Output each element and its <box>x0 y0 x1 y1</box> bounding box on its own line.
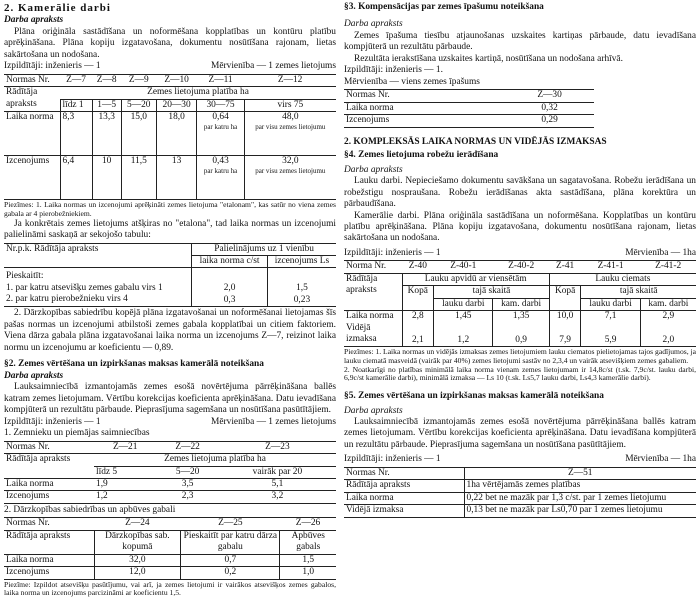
table-cell: Laika norma <box>4 554 94 566</box>
cell-text: 7,1 <box>604 311 617 322</box>
cell-text: 2,0 <box>662 334 675 345</box>
table-cell: tajā skaitā <box>434 286 550 298</box>
table-cell: Apbūves gabals <box>280 530 336 554</box>
table-cell: Z-40-2 <box>493 261 549 273</box>
table-cell: Norma Nr. <box>344 261 402 273</box>
paragraph: Rezultāta ierakstīšana uzskaites kartiņā, nosūtīšana un nodošana arhīvā. <box>354 53 623 64</box>
cell-value: 0,64 <box>212 112 229 123</box>
section-heading: §4. Zemes lietojuma robežu ierādīšana <box>344 150 499 161</box>
exec-row <box>344 454 696 465</box>
table-cell: lauku darbi <box>581 298 640 310</box>
table-cell: 32,0 <box>94 554 181 566</box>
table-cell: 6,4 <box>60 156 92 200</box>
table-cell: Izcenojums <box>4 567 94 579</box>
table-cell: Z—24 <box>94 518 181 530</box>
table-cell: Z-40 <box>402 261 434 273</box>
table-cell: 1,0 <box>280 567 336 579</box>
unit: Mērvienība — 1ha <box>625 247 696 258</box>
cell-text: 0,3 <box>223 294 236 305</box>
table-cell: Z—12 <box>244 74 336 86</box>
cell-subnote: par katru ha <box>203 122 238 131</box>
table-cell: Z—21 <box>94 441 156 453</box>
cell-value: 0,43 <box>212 156 229 167</box>
table-cell: Rādītāja apraksts <box>344 480 464 492</box>
table-cell: līdz 5 <box>94 466 156 478</box>
table-cell: Zemes lietojuma platība ha <box>94 454 336 466</box>
table-cell <box>549 311 581 347</box>
paragraph: Lauksaimniecībā izmantojamās zemes esošā novērtējuma pārrēķināšana ballēs katram zemes lietojumam. Vērtību korekcijas koeficienta aprēķināšana. Datu ievadīšana kompjūterā un rezultātu pārbaude. Pieprasījuma sagemšana un nosūtīšana pasūtītājiem. <box>4 382 336 416</box>
exec-row <box>344 248 696 259</box>
cell-text: 1. par katru atsevišķu zemes gabalu virs 1 <box>6 282 163 293</box>
table-cell: 13 <box>156 156 197 200</box>
table-cell: 1,2 <box>94 491 156 503</box>
section-title: 2. Kamerālie darbi <box>4 2 111 14</box>
cell-subnote: par visu zemes lietojumu <box>255 166 326 175</box>
table-cell: Z-41-2 <box>640 261 696 273</box>
table-cell: 2,3 <box>156 491 218 503</box>
table-cell: Z—11 <box>197 74 244 86</box>
footnote: Piezīmes: 1. Laika normas un izcenojumi aprēķināti zemes lietojuma "etalonam", kas satūr no viena zemes gabala ar 4 pierobežniekiem. <box>4 200 336 218</box>
table-cell: Lauku ciemats <box>549 273 696 285</box>
cell-text: 2,8 <box>411 311 424 322</box>
table-cell: Z—25 <box>181 518 280 530</box>
right-column <box>344 0 696 588</box>
table-cell: 0,2 <box>181 567 280 579</box>
table-cell: Izcenojums <box>344 115 505 127</box>
cell-value: 32,0 <box>282 156 299 167</box>
work-description-heading: Darba apraksts <box>4 370 64 381</box>
table-cell: Z—26 <box>280 518 336 530</box>
section-heading: §5. Zemes vērtēšana un izpirkšanas maksas kamerālā noteikšana <box>344 391 604 402</box>
table-cell: Kopā <box>402 286 434 311</box>
unit: Mērvienība — 1 zemes lietojums <box>211 61 336 72</box>
table-cell: Pieskaitīt par katru dārza gabalu <box>181 530 280 554</box>
table-cell: Z—10 <box>156 74 197 86</box>
table-cell <box>267 268 336 307</box>
cell-text: 1,2 <box>457 334 470 345</box>
table-cell: Dārzkopības sab. kopumā <box>94 530 181 554</box>
table-cell: Rādītāja apraksts <box>4 87 60 112</box>
table-cell: lauku darbi <box>434 298 493 310</box>
chapter-heading: 2. KOMPLEKSĀS LAIKA NORMAS UN VIDĒJĀS IZMAKSAS <box>344 136 607 147</box>
cell-text: Pieskaitīt: <box>6 271 44 282</box>
unit: Mērvienība — viens zemes īpašums <box>344 76 480 87</box>
table-cell <box>197 112 244 156</box>
left-column <box>4 0 336 598</box>
table-cell: tajā skaitā <box>581 286 696 298</box>
cell-text: 0,9 <box>515 334 527 345</box>
table-cell <box>4 268 192 307</box>
table-cell: Laika norma <box>344 102 505 114</box>
table-cell <box>581 311 640 347</box>
table-cell: 1—5 <box>92 99 121 111</box>
table-cell: 1,5 <box>280 554 336 566</box>
table-cell: Z—30 <box>505 90 594 102</box>
table-cell: Nr.p.k. Rādītāja apraksts <box>4 243 192 268</box>
table-cell <box>402 311 434 347</box>
table-cell: 0,7 <box>181 554 280 566</box>
unit: Mērvienība — 1ha <box>625 454 696 465</box>
table-cell: 18,0 <box>156 112 197 156</box>
footnote: 2. Noatkarīgi no platības minimālā laika norma vienam zemes lietojumam ir 14,8c/st (t.sk. 7,9c/st. lauku darbi, 6,9c/st kamerālie darbi), minimālā izmaksa — Ls 10 (t.sk. Ls5,7 lauku darbi, Ls4,3 kamerālie darbi). <box>344 364 696 383</box>
table-cell: Izcenojums <box>4 491 94 503</box>
table-cell: Z—23 <box>219 441 336 453</box>
table-cell: Laika norma <box>4 478 94 490</box>
table-cell: Rādītāja apraksts <box>4 530 94 554</box>
table-cell: 13,3 <box>92 112 121 156</box>
table-increase <box>4 243 336 308</box>
cell-subnote: par katru ha <box>203 166 238 175</box>
executors: Izpildītāji: inženieris — 1 <box>4 61 101 72</box>
table-cell: Normas Nr. <box>4 441 94 453</box>
paragraph: Kamerālie darbi. Plāna oriģināla sastādīšana un noformēšana. Kopplatības un kontūru platību aprēķināšana. Plāna kopiju izgatavošana, dokumentu nosūtīšana rajonam, lietas sakārtošana un nodošana. <box>344 210 696 244</box>
table-cell: Kopā <box>549 286 581 311</box>
table-cell: 1,9 <box>94 478 156 490</box>
table-cell: 10 <box>92 156 121 200</box>
cell-text: Vidējā izmaksa <box>346 322 377 345</box>
table-cell <box>434 311 493 347</box>
work-description-heading: Darba apraksts <box>4 15 64 26</box>
cell-text: 0,23 <box>293 294 311 305</box>
cell-text: 10,0 <box>556 311 574 322</box>
table-norms-z21-z23 <box>4 441 336 504</box>
table-cell: izcenojums Ls <box>267 256 336 268</box>
paragraph: 2. Dārzkopības sabiedrību kopējā plāna izgatavošanai un noformēšanai lietojamas šīs pašas normas un izcenojumi atbilstoši zemes gabala kopplatībai un citiem faktoriem. Viena dārza gabala plāna izgatavošanai laika norma un izcenojums Z—7, reizinot laika normu un izcenojumu ar koeficientu — 0,89. <box>4 308 336 353</box>
table-cell: 3,2 <box>219 491 336 503</box>
table-cell: 20—30 <box>156 99 197 111</box>
table-cell: Z—51 <box>464 467 696 479</box>
paragraph: Lauku darbi. Nepieciešamo dokumentu savākšana un sagatavošana. Robežu ierādīšana un robežstigu nospraušana. Robežu ierādīšanas akta sastādīšana, plāna korektūra un pārbaudīšana. <box>344 176 696 210</box>
footnote: Piezīme: Izpildot atsevišķu pasūtījumu, vai arī, ja zemes lietojumi ir vairākos atsevišķos zemes gabalos, laika norma un izcenojums parcizināmi ar koeficientu 1,5. <box>4 579 336 598</box>
executors: Izpildītāji: inženieris — 1 <box>344 454 441 465</box>
table-cell: Rādītāja apraksts <box>344 273 402 310</box>
table-cell: Laika norma <box>4 112 60 156</box>
table-cell: Z—7 <box>60 74 92 86</box>
work-description-heading: Darba apraksts <box>344 164 403 175</box>
table-cell <box>244 112 336 156</box>
table-cell: virs 75 <box>244 99 336 111</box>
table-cell <box>192 268 268 307</box>
table-norms-z24-z26 <box>4 517 336 579</box>
table-cell: Zemes lietojuma platība ha <box>60 87 336 99</box>
table-cell: Laika norma <box>344 492 464 504</box>
table-norms-z40-z41 <box>344 260 696 347</box>
table-cell: Z—8 <box>92 74 121 86</box>
table-cell: Normas Nr. <box>4 74 60 86</box>
cell-text: 1,35 <box>512 311 530 322</box>
table-cell: Z—22 <box>156 441 218 453</box>
table-norm-z51 <box>344 467 696 518</box>
table-cell: Palielinājums uz 1 vienību <box>192 243 336 255</box>
table-cell: kam. darbi <box>493 298 549 310</box>
executors: Izpildītāji: inženieris — 1. <box>344 65 443 76</box>
table-cell: 0,29 <box>505 115 594 127</box>
executors: Izpildītāji: inženieris — 1 <box>4 416 101 427</box>
table-cell: vairāk par 20 <box>219 466 336 478</box>
cell-text: 1,5 <box>296 283 308 294</box>
section-heading: §2. Zemes vērtēšana un izpirkšanas maksas kamerālā noteikšana <box>4 359 264 370</box>
cell-text: Laika norma <box>346 311 394 322</box>
table-cell: kam. darbi <box>640 298 696 310</box>
table-cell: 3,5 <box>156 478 218 490</box>
cell-text: 2,1 <box>411 334 424 345</box>
table-cell: 0,22 bet ne mazāk par 1,3 c/st. par 1 zemes lietojumu <box>464 492 696 504</box>
table-cell: Z-41 <box>549 261 581 273</box>
exec-row <box>4 61 336 72</box>
table-cell: 12,0 <box>94 567 181 579</box>
table-norm-z30 <box>344 89 594 127</box>
work-description-heading: Darba apraksts <box>344 19 403 30</box>
table-cell: Z-40-1 <box>434 261 493 273</box>
table-cell: laika norma c/st <box>192 256 268 268</box>
exec-row <box>4 417 336 428</box>
footnote: Piezīmes: 1. Laika normas un vidējās izmaksas zemes lietojumiem lauku ciematos pielietojamas tajos gadījumos, ja lauku ciematā masveidā (vairāk par 40%) zemes lietojumi sastāv no 2,3,4 un vairāk atsevišķiem zemes gabaliem. <box>344 347 696 365</box>
cell-text: 2,0 <box>223 283 236 294</box>
table-cell: 8,3 <box>60 112 92 156</box>
table-cell <box>197 156 244 200</box>
cell-text: 2,9 <box>662 311 675 322</box>
paragraph: Plāna oriģināla sastādīšana un noformēšana kopplatības un kontūru platību aprēķināšana. Plāna kopiju izgatavošana, dokumentu nosūtīšana rajonam, lietas sakārtošana un nodošana. <box>4 26 336 60</box>
table-cell: 30—75 <box>197 99 244 111</box>
table-norms-z7-z12 <box>4 74 336 200</box>
category-heading: 2. Dārzkopības sabiedrības un apbūves gabali <box>4 504 176 515</box>
cell-text: 7,9 <box>559 334 571 345</box>
table-cell: Vidējā izmaksa <box>344 505 464 517</box>
executors: Izpildītāji: inženieris — 1 <box>344 247 441 258</box>
table-cell: Z—9 <box>121 74 156 86</box>
table-cell <box>493 311 549 347</box>
table-cell: 5,1 <box>219 478 336 490</box>
cell-value: 48,0 <box>282 112 299 123</box>
paragraph: Ja konkrētais zemes lietojums atšķiras no "etalona", tad laika normas un izcenojumi palielināmi saskaņā ar sekojošo tabulu: <box>4 218 336 241</box>
cell-text: 1,45 <box>455 311 472 322</box>
table-cell <box>344 311 402 347</box>
table-cell: Z-41-1 <box>581 261 640 273</box>
table-cell: 1ha vērtējamās zemes platības <box>464 480 696 492</box>
cell-text: 5,9 <box>604 334 617 345</box>
table-cell: Izcenojums <box>4 156 60 200</box>
table-cell: 0,32 <box>505 102 594 114</box>
cell-text: 2. par katru pierobežnieku virs 4 <box>6 294 128 305</box>
unit: Mērvienība — 1 zemes lietojums <box>211 416 336 427</box>
paragraph: Lauksaimniecībā izmantojamās zemes esošā novērtējuma pārrēķināšana ballēs katram zemes lietojumam. Vērtību korekcijas koeficienta aprēķināšana. Datu ievadīšana kompjūterā un rezultātu pārbaude. Pieprasījuma sagemšana un nosūtīšana pasūtītājiem. <box>344 417 696 450</box>
table-cell: 0,13 bet ne mazāk par Ls0,70 par 1 zemes lietojumu <box>464 505 696 517</box>
table-cell: Lauku apvidū ar viensētām <box>402 273 549 285</box>
cell-subnote: par visu zemes lietojumu <box>255 122 326 131</box>
table-cell <box>244 156 336 200</box>
table-cell <box>640 311 696 347</box>
table-cell: 5—20 <box>121 99 156 111</box>
work-description-heading: Darba apraksts <box>344 405 403 416</box>
table-cell: 11,5 <box>121 156 156 200</box>
table-cell: Normas Nr. <box>344 90 505 102</box>
table-cell: 15,0 <box>121 112 156 156</box>
paragraph: Zemes īpašuma tiesību atjaunošanas uzskaites kartiņas pārbaude, datu ievadīšana kompjūterā un rezultātu pārbaude. <box>344 30 696 53</box>
table-cell: 5—20 <box>156 466 218 478</box>
table-cell: Normas Nr. <box>4 518 94 530</box>
table-cell: Normas Nr. <box>344 467 464 479</box>
table-cell: līdz 1 <box>60 99 92 111</box>
section-heading: §3. Kompensācijas par zemes īpašumu noteikšana <box>344 2 544 12</box>
table-cell: Rādītāja apraksts <box>4 454 94 479</box>
category-heading: 1. Zemnieku un piemājas saimniecības <box>4 428 150 439</box>
